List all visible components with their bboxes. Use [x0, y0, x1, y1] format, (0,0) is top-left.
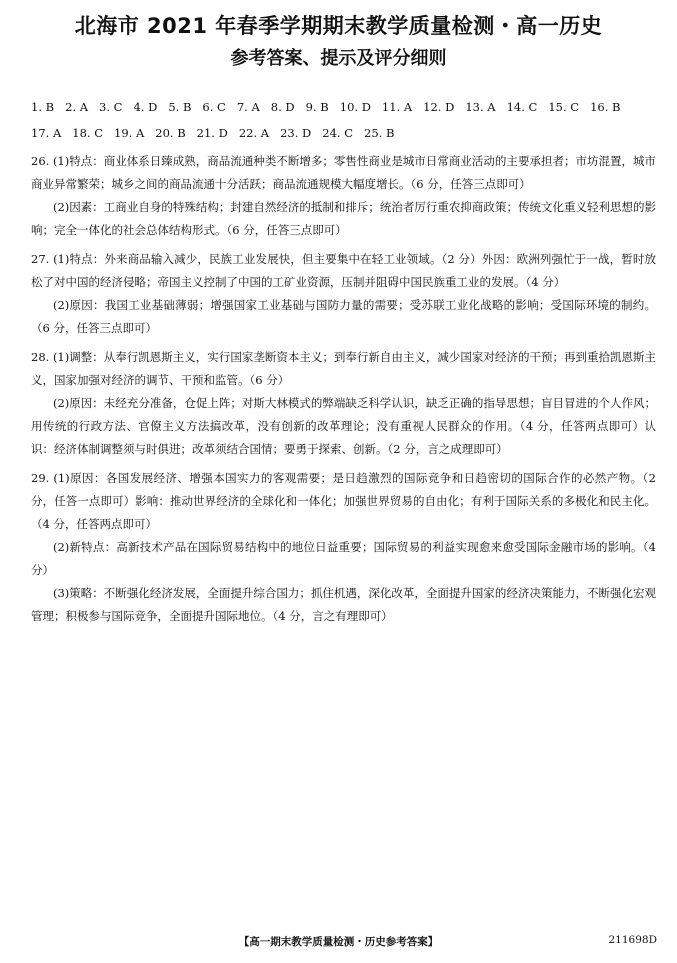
choice-answer: 14. C: [506, 100, 538, 114]
q29-part-3: (3)策略：不断强化经济发展，全面提升综合国力；抓住机遇，深化改革，全面提升国家的经济决策能力，不断强化宏观管理；积极参与国际竞争，全面提升国际地位。（4 分，言之有理即可）: [31, 586, 656, 623]
choice-answer: 25. B: [364, 126, 395, 140]
choice-answer: 5. B: [168, 100, 192, 114]
q26-part-1: 26. (1)特点：商业体系日臻成熟，商品流通种类不断增多；零售性商业是城市日常商业活动的主要承担者；市坊混置，城市商业异常繁荣；城乡之间的商品流通十分活跃；商品流通规模大幅度增长。（6 分，任答三点即可）: [31, 154, 656, 191]
choice-answer: 9. B: [305, 100, 329, 114]
choice-answer: 4. D: [133, 100, 158, 114]
choice-answer: 17. A: [31, 126, 62, 140]
choice-answer: 8. D: [270, 100, 295, 114]
choice-answer: 21. D: [196, 126, 228, 140]
question-27: [31, 248, 656, 340]
choice-answer: 15. C: [548, 100, 580, 114]
q28-part-1: 28. (1)调整：从奉行凯恩斯主义，实行国家垄断资本主义；到奉行新自由主义，减少国家对经济的干预；再到重拾凯恩斯主义，国家加强对经济的调节、干预和监管。（6 分）: [31, 350, 656, 387]
footer-code: 211698D: [608, 934, 657, 946]
q27-part-2: (2)原因：我国工业基础薄弱；增强国家工业基础与国防力量的需要；受苏联工业化战略的影响；受国际环境的制约。（6 分，任答三点即可）: [31, 298, 656, 335]
choice-answer: 24. C: [322, 126, 353, 140]
q29-part-1: 29. (1)原因：各国发展经济、增强本国实力的客观需要；是日趋激烈的国际竞争和日趋密切的国际合作的必然产物。（2 分，任答一点即可）影响：推动世界经济的全球化和一体化；加强世界贸易的自由化；有利于国际关系的多极化和民主化。（4 分，任答两点即可）: [31, 471, 656, 531]
choice-answer: 1. B: [31, 100, 55, 114]
q26-part-2: (2)因素：工商业自身的特殊结构；封建自然经济的抵制和排斥；统治者厉行重农抑商政策；传统文化重义轻利思想的影响；完全一体化的社会总体结构形式。（6 分，任答三点即可）: [31, 200, 656, 237]
choice-answer: 13. A: [465, 100, 496, 114]
choice-answer: 18. C: [72, 126, 103, 140]
choice-answer: 3. C: [99, 100, 123, 114]
choice-answer: 6. C: [202, 100, 226, 114]
choice-answer: 16. B: [590, 100, 621, 114]
choice-row-1: [31, 94, 656, 120]
choice-answer: 22. A: [238, 126, 270, 140]
q27-part-1: 27. (1)特点：外来商品输入减少，民族工业发展快，但主要集中在轻工业领域。（2 分）外因：欧洲列强忙于一战，暂时放松了对中国的经济侵略；帝国主义控制了中国的工矿业资源，压制并阻碍中国民族重工业的发展。（4 分）: [31, 252, 656, 289]
choice-answer: 11. A: [381, 100, 413, 114]
q28-part-2: (2)原因：未经充分准备，仓促上阵；对斯大林模式的弊端缺乏科学认识，缺乏正确的指导思想；盲目冒进的个人作风；用传统的行政方法、官僚主义方法搞改革，没有创新的改革理论；没有重视人民群众的作用。（4 分，任答两点即可）认识：经济体制调整须与时俱进；改革须结合国情；要勇于探索、创新。（2 分，言之成理即可）: [31, 396, 656, 456]
page-subtitle: 参考答案、提示及评分细则: [230, 48, 447, 69]
choice-answer: 2. A: [65, 100, 89, 114]
choice-answer: 7. A: [236, 100, 260, 114]
choice-answer: 10. D: [339, 100, 371, 114]
question-26: [31, 150, 656, 242]
page-title: 北海市 2021 年春季学期期末教学质量检测・高一历史: [74, 14, 603, 38]
footer-title: 【高一期末教学质量检测・历史参考答案】: [238, 936, 439, 948]
choice-answer: 20. B: [155, 126, 186, 140]
choice-answer: 23. D: [280, 126, 312, 140]
choice-answer: 19. A: [114, 126, 145, 140]
q29-part-2: (2)新特点：高新技术产品在国际贸易结构中的地位日益重要；国际贸易的利益实现愈来愈受国际金融市场的影响。（4 分）: [31, 540, 656, 577]
choice-answer: 12. D: [423, 100, 455, 114]
choice-row-2: [31, 120, 656, 146]
answer-body: [31, 150, 656, 634]
choice-answers: [31, 94, 656, 146]
question-29: [31, 467, 656, 628]
question-28: [31, 346, 656, 461]
